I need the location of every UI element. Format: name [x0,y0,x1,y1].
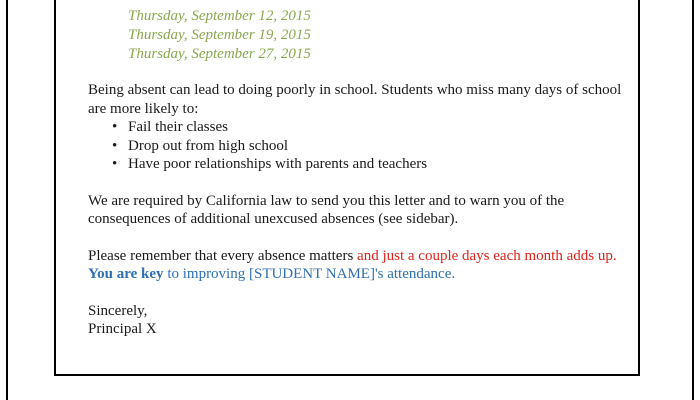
list-item: • Drop out from high school [112,137,288,154]
closing-block [88,302,628,339]
letter-body [88,0,628,339]
student-name-text: to improving [STUDENT NAME]'s attendance. [163,266,456,282]
absence-date: Thursday, September 19, 2015 [128,27,311,43]
list-item: • Fail their classes [112,119,228,135]
absence-dates-list [128,7,628,64]
signer-name: Principal X [88,321,157,337]
bullet-icon: • [112,137,118,154]
reminder-text: Please remember that every absence matters [88,247,358,264]
legal-notice-paragraph: We are required by California law to send you this letter and to warn you of the consequences of additional unexcused absences (see sidebar). [88,192,565,227]
absence-date: Thursday, September 27, 2015 [128,46,311,62]
consequences-list [88,118,628,174]
emphasis-red-text: and just a couple days each month adds up. [357,247,617,264]
list-item: • Have poor relationships with parents and teachers [112,156,428,172]
bullet-icon: • [112,156,118,172]
valediction: Sincerely, [88,302,148,319]
page-border-right [692,0,694,400]
absence-consequences-intro: Being absent can lead to doing poorly in school. Students who miss many days of school are more likely to: [88,82,622,117]
page-border-left [6,0,8,400]
absence-date: Thursday, September 12, 2015 [128,8,311,24]
reminder-paragraph [88,247,628,284]
you-are-key-text: You are key [88,266,164,282]
bullet-icon: • [112,119,118,135]
